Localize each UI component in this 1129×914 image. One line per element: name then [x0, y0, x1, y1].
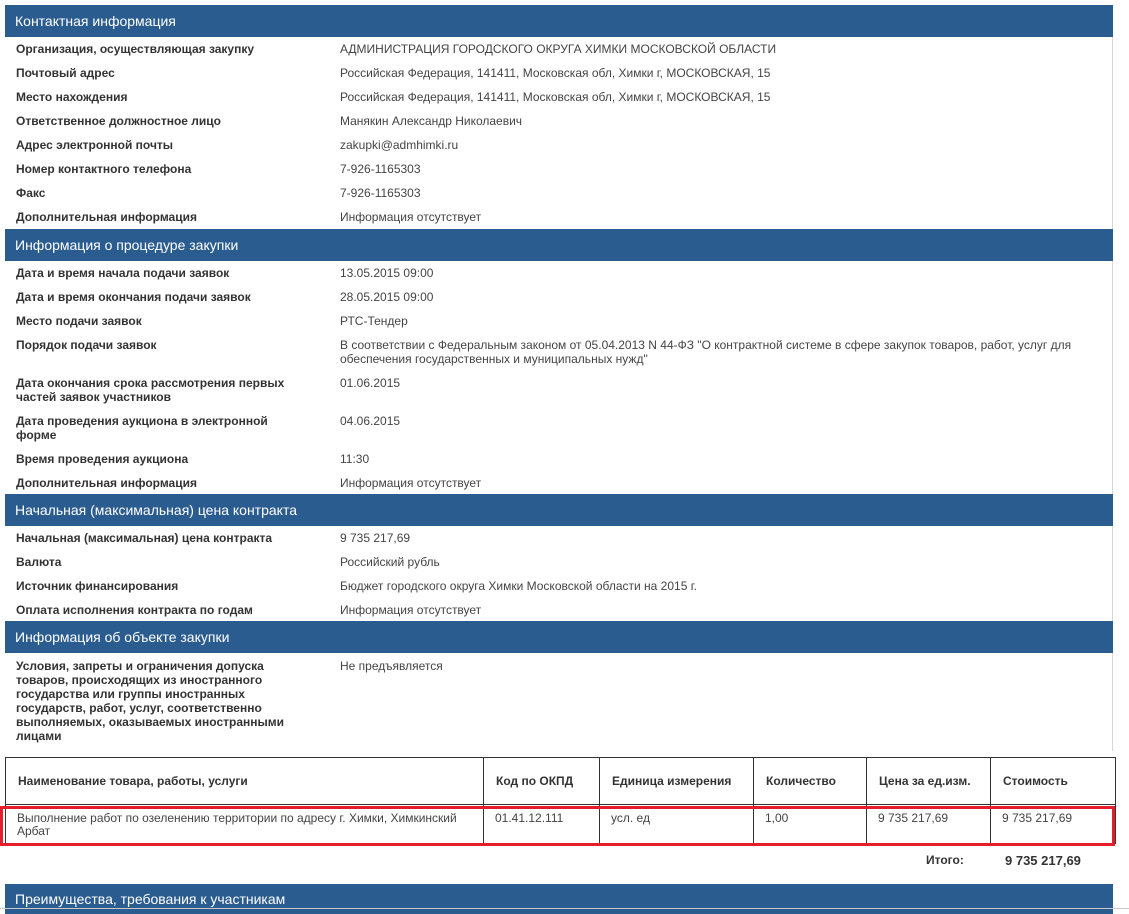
cell-cost: 9 735 217,69 — [991, 805, 1116, 844]
table-header-row — [6, 758, 1116, 805]
info-row-funding-source — [5, 579, 1112, 603]
column-header-okpd: Код по ОКПД — [484, 758, 600, 805]
info-row-organization — [5, 42, 1112, 66]
total-label: Итого: — [926, 853, 964, 867]
procedure-section-header: Информация о процедуре закупки — [5, 229, 1113, 261]
info-value: Российский рубль — [340, 555, 440, 569]
info-value: 04.06.2015 — [340, 414, 401, 428]
info-value: 7-926-1165303 — [340, 186, 421, 200]
price-section — [5, 494, 1113, 621]
info-label: Номер контактного телефона — [16, 162, 192, 176]
info-value: Российская Федерация, 141411, Московская обл, Химки г, МОСКОВСКАЯ, 15 — [340, 90, 771, 104]
info-row-postal-address — [5, 66, 1112, 90]
info-row-max-price — [5, 531, 1112, 555]
info-value: Российская Федерация, 141411, Московская обл, Химки г, МОСКОВСКАЯ, 15 — [340, 66, 771, 80]
cell-unit: усл. ед — [600, 805, 754, 844]
info-label: Порядок подачи заявок — [16, 338, 157, 352]
info-label: Условия, запреты и ограничения допуска товаров, происходящих из иностранного государства или группы иностранных государств, работ, услуг, соответственно выполняемых, оказываемых иностранными лицами — [16, 659, 285, 743]
object-section-header: Информация об объекте закупки — [5, 621, 1113, 653]
total-row — [0, 853, 1110, 871]
cell-unit-price: 9 735 217,69 — [867, 805, 991, 844]
info-label: Дата окончания срока рассмотрения первых частей заявок участников — [16, 376, 285, 404]
info-value: Бюджет городского округа Химки Московской области на 2015 г. — [340, 579, 697, 593]
info-label: Организация, осуществляющая закупку — [16, 42, 255, 56]
column-header-unit-price: Цена за ед.изм. — [867, 758, 991, 805]
total-value: 9 735 217,69 — [1005, 853, 1081, 868]
info-label: Дополнительная информация — [16, 476, 197, 490]
info-value: 7-926-1165303 — [340, 162, 421, 176]
info-label: Дата и время начала подачи заявок — [16, 266, 230, 280]
info-value: РТС-Тендер — [340, 314, 408, 328]
info-row-additional — [5, 210, 1112, 229]
info-value: 9 735 217,69 — [340, 531, 411, 545]
cell-item-name: Выполнение работ по озеленению территории по адресу г. Химки, Химкинский Арбат — [6, 805, 484, 844]
price-section-body — [5, 526, 1113, 621]
info-label: Ответственное должностное лицо — [16, 114, 221, 128]
info-row-responsible-person — [5, 114, 1112, 138]
info-label: Дополнительная информация — [16, 210, 197, 224]
info-row-auction-date — [5, 414, 1112, 452]
column-header-unit: Единица измерения — [600, 758, 754, 805]
info-row-fax — [5, 186, 1112, 210]
info-value: 28.05.2015 09:00 — [340, 290, 434, 304]
info-row-phone — [5, 162, 1112, 186]
info-value: В соответствии с Федеральным законом от 05.04.2013 N 44-ФЗ "О контрактной системе в сфере закупок товаров, работ, услуг для обеспечения государственных и муниципальных нужд" — [340, 338, 1072, 366]
info-row-submission-order — [5, 338, 1112, 376]
object-section-body — [5, 653, 1113, 751]
column-header-name: Наименование товара, работы, услуги — [6, 758, 484, 805]
info-value: 01.06.2015 — [340, 376, 401, 390]
info-value: Информация отсутствует — [340, 476, 482, 490]
info-label: Адрес электронной почты — [16, 138, 174, 152]
info-row-additional — [5, 476, 1112, 494]
advantages-section-header: Преимущества, требования к участникам — [5, 884, 1113, 914]
column-header-cost: Стоимость — [991, 758, 1116, 805]
column-header-quantity: Количество — [754, 758, 867, 805]
info-value: Информация отсутствует — [340, 603, 482, 617]
items-table — [5, 757, 1116, 844]
info-value: Манякин Александр Николаевич — [340, 114, 523, 128]
info-row-review-end-date — [5, 376, 1112, 414]
info-label: Дата и время окончания подачи заявок — [16, 290, 251, 304]
info-label: Место подачи заявок — [16, 314, 142, 328]
procurement-notice — [5, 5, 1113, 844]
table-row — [6, 805, 1116, 844]
cell-okpd-code: 01.41.12.111 — [484, 805, 600, 844]
info-label: Источник финансирования — [16, 579, 179, 593]
procedure-section-body — [5, 261, 1113, 494]
info-value: Информация отсутствует — [340, 210, 482, 224]
info-row-start-date — [5, 266, 1112, 290]
info-row-payment-by-years — [5, 603, 1112, 621]
info-row-currency — [5, 555, 1112, 579]
contact-section — [5, 5, 1113, 229]
info-row-restrictions — [5, 659, 1112, 743]
email-value[interactable]: zakupki@admhimki.ru — [340, 138, 459, 152]
info-label: Оплата исполнения контракта по годам — [16, 603, 253, 617]
info-value: 11:30 — [340, 452, 370, 466]
info-row-auction-time — [5, 452, 1112, 476]
info-label: Факс — [16, 186, 46, 200]
price-section-header: Начальная (максимальная) цена контракта — [5, 494, 1113, 526]
info-value: Не предъявляется — [340, 659, 443, 673]
info-label: Валюта — [16, 555, 62, 569]
procedure-section — [5, 229, 1113, 494]
contact-section-header: Контактная информация — [5, 5, 1113, 37]
info-label: Начальная (максимальная) цена контракта — [16, 531, 273, 545]
object-section — [5, 621, 1113, 751]
info-label: Время проведения аукциона — [16, 452, 189, 466]
info-label: Место нахождения — [16, 90, 128, 104]
info-row-email — [5, 138, 1112, 162]
info-value: 13.05.2015 09:00 — [340, 266, 434, 280]
info-row-end-date — [5, 290, 1112, 314]
info-value: АДМИНИСТРАЦИЯ ГОРОДСКОГО ОКРУГА ХИМКИ МОСКОВСКОЙ ОБЛАСТИ — [340, 42, 777, 56]
info-row-submission-place — [5, 314, 1112, 338]
info-label: Дата проведения аукциона в электронной форме — [16, 414, 268, 442]
info-label: Почтовый адрес — [16, 66, 115, 80]
contact-section-body — [5, 37, 1113, 229]
cell-quantity: 1,00 — [754, 805, 867, 844]
info-row-location — [5, 90, 1112, 114]
